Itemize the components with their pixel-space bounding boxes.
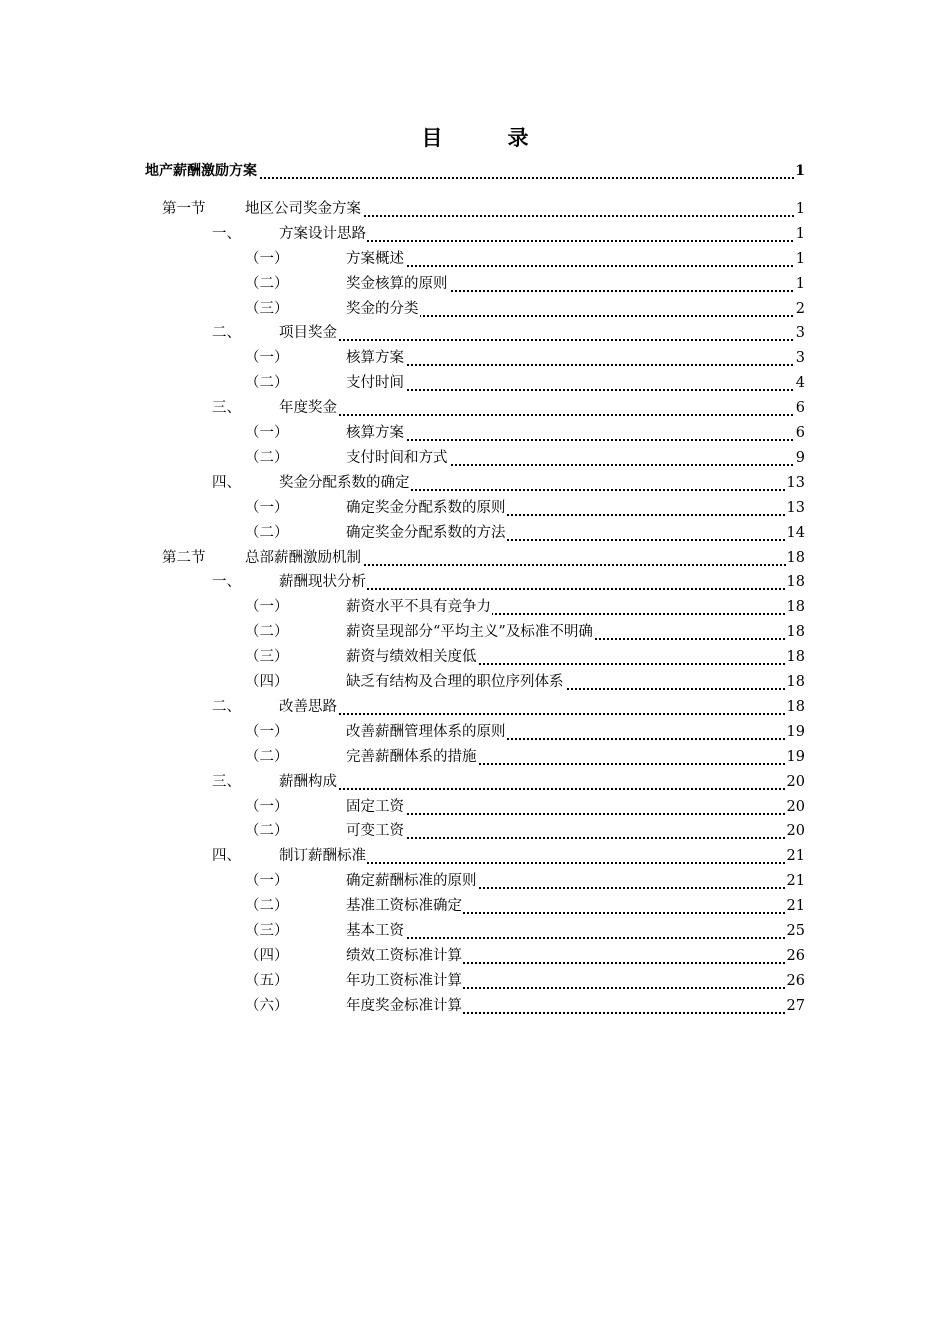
toc-entry[interactable] [0, 595, 805, 619]
toc-entry-number: （四） [245, 674, 289, 690]
toc-entry-label: 支付时间和方式 [346, 449, 448, 466]
toc-entry[interactable] [0, 159, 805, 183]
toc-entry-number: （三） [245, 649, 289, 666]
toc-entry-page: 26 [786, 972, 805, 989]
toc-entry-page: 1 [795, 163, 805, 179]
toc-entry-label: 项目奖金 [279, 325, 337, 342]
toc-entry-number: （一） [245, 798, 289, 815]
toc-entry[interactable] [0, 620, 805, 644]
toc-entry-page: 18 [786, 599, 805, 616]
toc-entry-number: （一） [245, 723, 289, 740]
toc-entry-page: 14 [786, 524, 805, 541]
toc-entry-page: 19 [786, 723, 805, 740]
toc-entry-label: 薪资与绩效相关度低 [346, 649, 477, 666]
toc-entry-label: 年度奖金 [279, 400, 337, 417]
toc-entry-page: 9 [795, 449, 805, 466]
toc-entry-number: （一） [245, 499, 289, 516]
toc-entry-label: 奖金的分类 [346, 300, 419, 317]
toc-entry-label: 薪资呈现部分“平均主义”及标准不明确 [346, 624, 593, 641]
toc-entry[interactable] [0, 720, 805, 744]
toc-entry-label: 方案概述 [346, 250, 404, 267]
dot-leader [346, 425, 805, 441]
toc-entry-page: 21 [786, 873, 805, 890]
toc-entry-label: 基准工资标准确定 [346, 898, 462, 915]
toc-entry-page: 26 [786, 947, 805, 964]
toc-entry[interactable] [0, 222, 805, 246]
toc-entry-page: 1 [795, 225, 805, 242]
toc-title: 目 录 [421, 125, 551, 150]
toc-entry-label: 缺乏有结构及合理的职位序列体系 [346, 674, 564, 690]
toc-entry[interactable] [0, 521, 805, 545]
dot-leader [346, 350, 805, 366]
toc-entry-number: （二） [245, 823, 289, 840]
toc-entry-page: 1 [795, 250, 805, 267]
toc-entry[interactable] [0, 844, 805, 868]
toc-entry-page: 18 [786, 574, 805, 591]
toc-entry-label: 核算方案 [346, 425, 404, 441]
toc-entry-page: 27 [786, 997, 805, 1014]
toc-entry-number: 二、 [212, 698, 241, 715]
toc-entry-label: 年功工资标准计算 [346, 972, 462, 989]
toc-entry-label: 地区公司奖金方案 [245, 200, 361, 217]
toc-entry-page: 18 [786, 649, 805, 666]
toc-entry-number: （六） [245, 997, 289, 1014]
toc-entry-label: 支付时间 [346, 375, 404, 392]
toc-entry[interactable] [0, 570, 805, 594]
dot-leader [346, 923, 805, 939]
toc-entry[interactable] [0, 869, 805, 893]
dot-leader [346, 799, 805, 815]
toc-entry-number: 二、 [212, 325, 241, 342]
toc-entry-page: 4 [795, 375, 805, 392]
toc-entry[interactable] [0, 695, 805, 719]
toc-entry[interactable] [0, 969, 805, 993]
toc-entry-number: （一） [245, 873, 289, 890]
toc-entry[interactable] [0, 670, 805, 694]
dot-leader [279, 400, 805, 416]
toc-entry[interactable] [0, 770, 805, 794]
toc-entry-page: 20 [786, 823, 805, 840]
toc-entry-label: 年度奖金标准计算 [346, 997, 462, 1014]
dot-leader [346, 823, 805, 839]
toc-entry[interactable] [0, 745, 805, 769]
toc-entry[interactable] [0, 546, 805, 570]
toc-entry-page: 13 [786, 499, 805, 516]
toc-entry[interactable] [0, 197, 805, 221]
toc-entry-label: 确定奖金分配系数的原则 [346, 499, 506, 516]
toc-entry-label: 方案设计思路 [279, 225, 366, 242]
toc-entry[interactable] [0, 396, 805, 420]
toc-entry-label: 可变工资 [346, 823, 404, 840]
toc-entry[interactable] [0, 944, 805, 968]
toc-entry[interactable] [0, 321, 805, 345]
toc-entry-number: （三） [245, 923, 289, 939]
toc-entry-number: （二） [245, 624, 289, 641]
toc-entry[interactable] [0, 919, 805, 943]
toc-entry[interactable] [0, 795, 805, 819]
dot-leader [279, 325, 805, 341]
toc-entry-number: （一） [245, 350, 289, 367]
toc-entry[interactable] [0, 297, 805, 321]
toc-entry-label: 改善薪酬管理体系的原则 [346, 723, 506, 740]
toc-entry-number: （二） [245, 275, 289, 292]
toc-entry-page: 21 [786, 848, 805, 865]
toc-entry-number: 第二节 [162, 549, 206, 566]
toc-entry-number: （一） [245, 425, 289, 441]
toc-entry[interactable] [0, 994, 805, 1018]
toc-entry-number: （四） [245, 947, 289, 964]
toc-entry-label: 完善薪酬体系的措施 [346, 748, 477, 765]
toc-entry[interactable] [0, 819, 805, 843]
toc-entry-label: 基本工资 [346, 923, 404, 939]
toc-entry-number: 一、 [212, 574, 241, 591]
toc-entry-label: 奖金核算的原则 [346, 275, 448, 292]
toc-entry-page: 13 [786, 474, 805, 491]
toc-entry-number: 四、 [212, 474, 241, 491]
toc-entry-page: 18 [786, 624, 805, 641]
toc-entry[interactable] [0, 645, 805, 669]
toc-entry-number: （二） [245, 375, 289, 392]
toc-entry-number: （二） [245, 898, 289, 915]
toc-entry-number: （五） [245, 972, 289, 989]
toc-entry-label: 地产薪酬激励方案 [145, 163, 257, 179]
toc-entry-page: 2 [795, 300, 805, 317]
toc-entry[interactable] [0, 346, 805, 370]
toc-entry-number: （二） [245, 524, 289, 541]
toc-entry[interactable] [0, 894, 805, 918]
toc-entry-label: 奖金分配系数的确定 [279, 474, 410, 491]
toc-entry-page: 20 [786, 773, 805, 790]
toc-entry-label: 核算方案 [346, 350, 404, 367]
toc-entry-page: 19 [786, 748, 805, 765]
toc-entry-label: 薪资水平不具有竞争力 [346, 599, 491, 616]
toc-entry-label: 薪酬构成 [279, 773, 337, 790]
toc-entry-number: （二） [245, 449, 289, 466]
toc-entry-number: 三、 [212, 400, 241, 417]
toc-entry-page: 25 [786, 923, 805, 939]
dot-leader [279, 774, 805, 790]
dot-leader [279, 699, 805, 715]
dot-leader [346, 375, 805, 391]
toc-entry[interactable] [0, 371, 805, 395]
toc-entry-number: 三、 [212, 773, 241, 790]
toc-entry-page: 3 [795, 325, 805, 342]
toc-entry[interactable] [0, 446, 805, 470]
toc-entry-number: （一） [245, 599, 289, 616]
toc-entry-label: 总部薪酬激励机制 [245, 549, 361, 566]
toc-entry-number: 一、 [212, 225, 241, 242]
dot-leader [346, 251, 805, 267]
toc-entry-number: 四、 [212, 848, 241, 865]
toc-entry-page: 1 [795, 275, 805, 292]
toc-entry[interactable] [0, 421, 805, 445]
toc-entry-page: 21 [786, 898, 805, 915]
toc-entry-number: （一） [245, 250, 289, 267]
toc-entry-number: （二） [245, 748, 289, 765]
toc-entry-page: 20 [786, 798, 805, 815]
toc-entry-page: 18 [786, 549, 805, 566]
toc-entry[interactable] [0, 496, 805, 520]
toc-entry[interactable] [0, 272, 805, 296]
toc-entry-label: 薪酬现状分析 [279, 574, 366, 591]
toc-entry-number: 第一节 [162, 200, 206, 217]
toc-entry-label: 制订薪酬标准 [279, 848, 366, 865]
toc-entry-label: 确定奖金分配系数的方法 [346, 524, 506, 541]
toc-entry-label: 固定工资 [346, 798, 404, 815]
toc-entry[interactable] [0, 247, 805, 271]
toc-entry-page: 18 [786, 698, 805, 715]
toc-entry-label: 绩效工资标准计算 [346, 947, 462, 964]
toc-entry-page: 6 [795, 400, 805, 417]
toc-entry-page: 6 [795, 425, 805, 441]
toc-entry-page: 3 [795, 350, 805, 367]
toc-entry-number: （三） [245, 300, 289, 317]
toc-entry[interactable] [0, 471, 805, 495]
toc-entry-page: 1 [795, 200, 805, 217]
toc-entry-label: 改善思路 [279, 698, 337, 715]
toc-entry-page: 18 [786, 674, 805, 690]
toc-entry-label: 确定薪酬标准的原则 [346, 873, 477, 890]
